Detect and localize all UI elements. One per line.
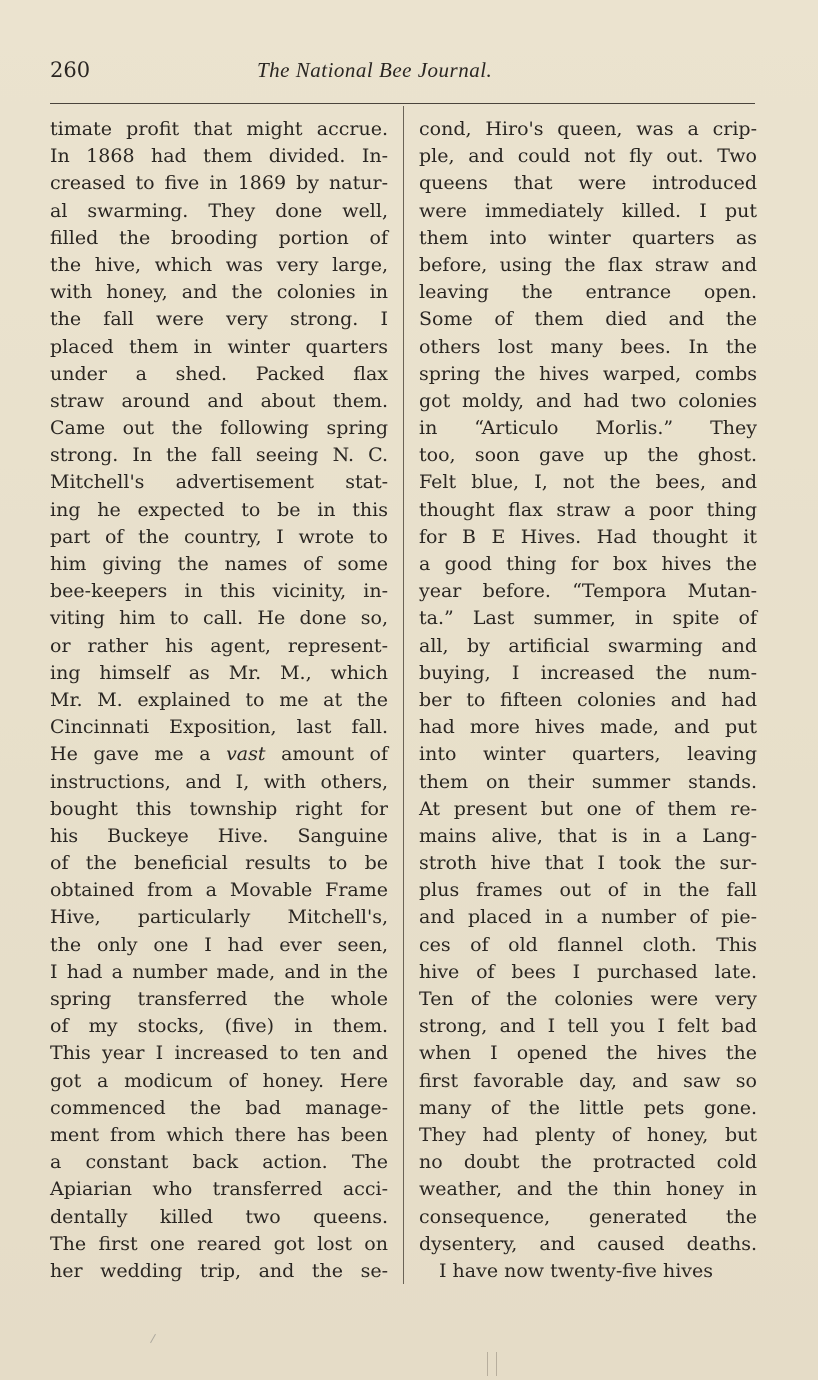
text-line: the hive, which was very large, [50,253,388,276]
text-line: them on their summer stands. [419,770,757,793]
text-line: under a shed. Packed flax [50,362,388,385]
text-line: Hive, particularly Mitchell's, [50,906,388,929]
right-column [419,116,757,1285]
text-line: his Buckeye Hive. Sanguine [50,824,388,847]
text-line: queens that were introduced [419,172,757,195]
emphasis: vast [226,743,266,766]
text-line: or rather his agent, represent- [50,634,388,657]
text-line: when I opened the hives the [419,1042,757,1065]
text-line: her wedding trip, and the se- [50,1259,388,1282]
column-divider [403,106,404,1284]
text-line: filled the brooding portion of [50,226,388,249]
page-header [50,58,755,90]
text-line: cond, Hiro's queen, was a crip- [419,118,757,140]
text-line: spring transferred the whole [50,988,388,1010]
text-line: year before. “Tempora Mutan- [419,580,757,603]
text-line: got a modicum of honey. Here [50,1069,388,1092]
text-line: had more hives made, and put [419,716,757,739]
text-line: of my stocks, (five) in them. [50,1015,388,1038]
text-line: thought flax straw a poor thing [419,498,757,521]
text-line: Mitchell's advertisement stat- [50,471,388,494]
text-line: leaving the entrance open. [419,281,757,304]
text-line: no doubt the protracted cold [419,1151,757,1174]
text-line: weather, and the thin honey in [419,1178,757,1201]
text-line: I have now twenty-five hives [439,1259,714,1282]
text-line: were immediately killed. I put [419,199,757,222]
text-line: a good thing for box hives the [419,553,757,575]
text-line: hive of bees I purchased late. [419,960,757,983]
text-line: spring the hives warped, combs [419,362,757,385]
header-rule [50,103,755,104]
text-line: He gave me a vast amount of [50,743,388,766]
text-line: strong. In the fall seeing N. C. [50,444,388,467]
text-line: obtained from a Movable Frame [50,879,388,902]
text-line: mains alive, that is in a Lang- [419,824,757,847]
page-mark [487,1352,497,1376]
text-line: Felt blue, I, not the bees, and [419,471,757,494]
text-line: part of the country, I wrote to [50,525,388,548]
text-line: Apiarian who transferred acci- [50,1178,388,1201]
text-line: Some of them died and the [419,308,757,331]
text-line: This year I increased to ten and [50,1042,388,1065]
text-line: before, using the flax straw and [419,253,757,276]
text-line: others lost many bees. In the [419,335,757,358]
text-line: dysentery, and caused deaths. [419,1232,757,1255]
text-line: al swarming. They done well, [50,199,388,222]
text-line: In 1868 had them divided. In- [50,145,388,168]
text-line: buying, I increased the num- [419,661,757,684]
text-line: in “Articulo Morlis.” They [419,417,757,440]
text-line: timate profit that might accrue. [50,118,388,140]
text-line: Cincinnati Exposition, last fall. [50,716,388,739]
text-line: plus frames out of in the fall [419,879,757,902]
text-line: straw around and about them. [50,389,388,412]
text-line: all, by artificial swarming and [419,634,757,657]
text-line: with honey, and the colonies in [50,281,388,304]
text-line: ing he expected to be in this [50,498,388,521]
text-line: instructions, and I, with others, [50,770,388,793]
text-line: stroth hive that I took the sur- [419,852,757,875]
text-line: many of the little pets gone. [419,1096,757,1119]
text-line: creased to five in 1869 by natur- [50,172,388,195]
page-number: 260 [50,58,91,82]
text-line: a constant back action. The [50,1151,388,1174]
text-line: ces of old flannel cloth. This [419,933,757,956]
text-line: ple, and could not fly out. Two [419,145,757,168]
text-line: I had a number made, and in the [50,960,388,983]
text-line: The first one reared got lost on [50,1232,388,1255]
text-line: bee-keepers in this vicinity, in- [50,580,388,603]
text-line: viting him to call. He done so, [50,607,388,630]
text-line: the fall were very strong. I [50,308,388,331]
text-line: first favorable day, and saw so [419,1069,757,1092]
text-line: into winter quarters, leaving [419,743,757,766]
text-line: strong, and I tell you I felt bad [419,1015,757,1038]
text-line: and placed in a number of pie- [419,906,757,929]
text-line: for B E Hives. Had thought it [419,525,757,548]
page-speck [150,1334,156,1343]
text-line: ber to fifteen colonies and had [419,688,757,711]
text-line: him giving the names of some [50,553,388,575]
text-line: placed them in winter quarters [50,335,388,358]
text-line: got moldy, and had two colonies [419,389,757,412]
running-title: The National Bee Journal. [257,58,493,82]
text-line: the only one I had ever seen, [50,933,388,956]
text-line: consequence, generated the [419,1205,757,1228]
text-line: too, soon gave up the ghost. [419,444,757,467]
left-column [50,116,388,1285]
text-line: of the beneficial results to be [50,852,388,875]
text-line: They had plenty of honey, but [419,1123,757,1146]
text-line: Mr. M. explained to me at the [50,688,388,711]
text-line: ta.” Last summer, in spite of [419,607,757,630]
text-line: bought this township right for [50,797,388,820]
text-line: Ten of the colonies were very [419,988,757,1010]
text-line: commenced the bad manage- [50,1096,388,1119]
text-line: ment from which there has been [50,1123,388,1146]
text-line: Came out the following spring [50,417,388,440]
text-line: them into winter quarters as [419,226,757,249]
text-line: ing himself as Mr. M., which [50,661,388,684]
text-line: At present but one of them re- [419,797,757,820]
text-line: dentally killed two queens. [50,1205,388,1228]
